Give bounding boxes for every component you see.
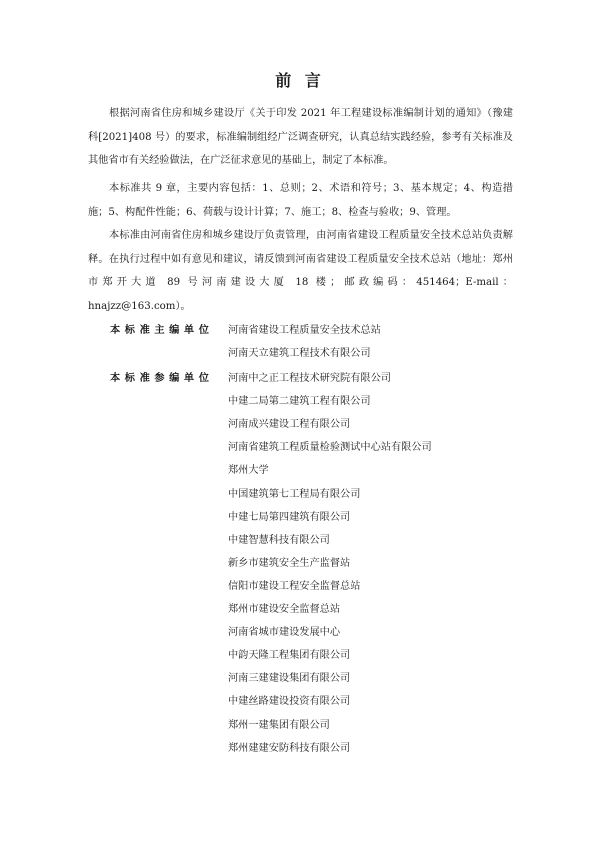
page-title: 前 言 <box>275 71 325 90</box>
participant-unit-name: 河南三建建设集团有限公司 <box>228 673 351 685</box>
preface-paragraph-2: 本标准共 9 章，主要内容包括：1、总则；2、术语和符号；3、基本规定；4、构造措施；5、构配件性能；6、荷载与设计计算；7、施工；8、检查与验收；9、管理。 <box>88 183 513 218</box>
participant-unit-name: 新乡市建筑安全生产监督站 <box>228 557 351 569</box>
participant-units-label: 本标准参编单位 <box>110 372 214 384</box>
participant-unit-name: 郑州市建设安全监督总站 <box>228 604 341 615</box>
chief-unit-name: 河南省建设工程质量安全技术总站 <box>228 325 381 336</box>
participant-unit-name: 信阳市建设工程安全监督总站 <box>228 580 361 592</box>
participant-unit-name: 中国建筑第七工程局有限公司 <box>228 488 361 500</box>
chief-unit-name: 河南天立建筑工程技术有限公司 <box>228 348 371 359</box>
participant-unit-name: 郑州建建安防科技有限公司 <box>228 742 351 754</box>
preface-paragraph-3: 本标准由河南省住房和城乡建设厅负责管理，由河南省建设工程质量安全技术总站负责解释。在执行过程中如有意见和建议，请反馈到河南省建设工程质量安全技术总站（地址：郑州市郑开大道 89 号河南建设大厦 18 楼；邮政编码：451464；E-mail：hnajzz@163.com）。 <box>88 230 513 312</box>
chief-units-label: 本标准主编单位 <box>110 324 214 336</box>
participant-unit-name: 中建七局第四建筑有限公司 <box>228 511 351 523</box>
participant-unit-name: 郑州大学 <box>228 465 269 477</box>
participant-unit-name: 中韵天隆工程集团有限公司 <box>228 650 351 662</box>
participant-unit-name: 河南成兴建设工程有限公司 <box>228 419 351 431</box>
participant-unit-name: 中建二局第二建筑工程有限公司 <box>228 396 371 408</box>
preface-paragraph-1: 根据河南省住房和城乡建设厅《关于印发 2021 年工程建设标准编制计划的通知》（豫建科[2021]408 号）的要求，标准编制组经广泛调查研究，认真总结实践经验，参考有关标准及其他省市有关经验做法，在广泛征求意见的基础上，制定了本标准。 <box>88 108 513 166</box>
participant-unit-name: 中建智慧科技有限公司 <box>228 534 330 546</box>
participant-unit-name: 河南省城市建设发展中心 <box>228 627 341 639</box>
participant-unit-name: 河南省建筑工程质量检验测试中心站有限公司 <box>228 442 432 454</box>
participant-unit-name: 郑州一建集团有限公司 <box>228 719 330 731</box>
participant-unit-name: 河南中之正工程技术研究院有限公司 <box>228 373 391 384</box>
participant-unit-name: 中建丝路建设投资有限公司 <box>228 696 351 708</box>
